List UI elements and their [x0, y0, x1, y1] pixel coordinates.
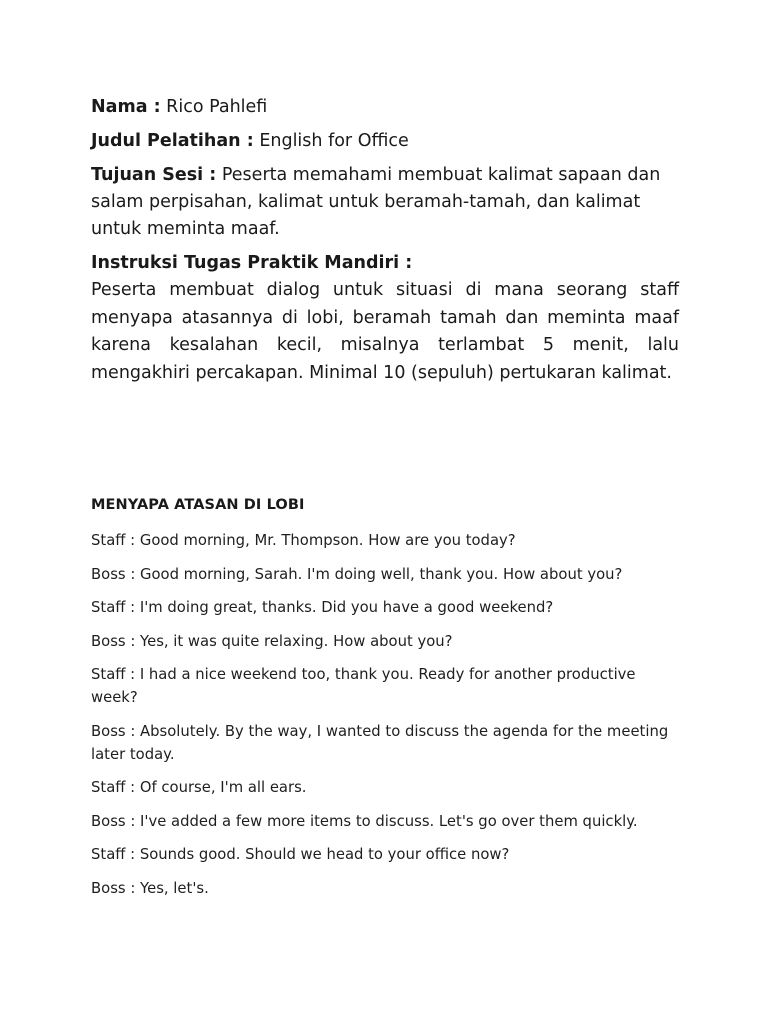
dialog-line: Boss : I've added a few more items to discuss. Let's go over them quickly. — [91, 812, 638, 830]
document-header — [91, 94, 679, 387]
session-goal-value: Peserta memahami membuat kalimat sapaan dan salam perpisahan, kalimat untuk beramah-tamah, dan kalimat untuk meminta maaf. — [91, 165, 661, 239]
dialog-line: Boss : Yes, it was quite relaxing. How about you? — [91, 632, 453, 650]
dialog-list — [91, 529, 679, 910]
training-title-label: Judul Pelatihan : — [91, 131, 254, 151]
instructions-body: Peserta membuat dialog untuk situasi di mana seorang staff menyapa atasannya di lobi, beramah tamah dan meminta maaf karena kesalahan kecil, misalnya terlambat 5 menit, lalu mengakhiri percakapan. Minimal 10 (sepuluh) pertukaran kalimat. — [91, 280, 679, 383]
dialog-line: Staff : Of course, I'm all ears. — [91, 779, 307, 796]
name-line — [91, 94, 679, 121]
session-goal-label: Tujuan Sesi : — [91, 165, 217, 185]
dialog-line: Boss : Yes, let's. — [91, 879, 209, 897]
dialog-line: Staff : Good morning, Mr. Thompson. How are you today? — [91, 532, 516, 549]
training-title-line — [91, 128, 679, 155]
instructions-heading: Instruksi Tugas Praktik Mandiri : — [91, 253, 413, 273]
name-label: Nama : — [91, 97, 161, 117]
dialog-line: Staff : I'm doing great, thanks. Did you have a good weekend? — [91, 599, 554, 616]
session-goal-line — [91, 162, 679, 243]
dialog-line: Boss : Good morning, Sarah. I'm doing well, thank you. How about you? — [91, 565, 623, 583]
dialog-line: Boss : Absolutely. By the way, I wanted to discuss the agenda for the meeting later today. — [91, 722, 669, 763]
training-title-value: English for Office — [259, 131, 409, 151]
dialog-title: MENYAPA ATASAN DI LOBI — [91, 497, 305, 513]
name-value: Rico Pahlefi — [166, 97, 268, 117]
dialog-line: Staff : I had a nice weekend too, thank you. Ready for another productive week? — [91, 666, 636, 706]
dialog-line: Staff : Sounds good. Should we head to your office now? — [91, 846, 510, 863]
